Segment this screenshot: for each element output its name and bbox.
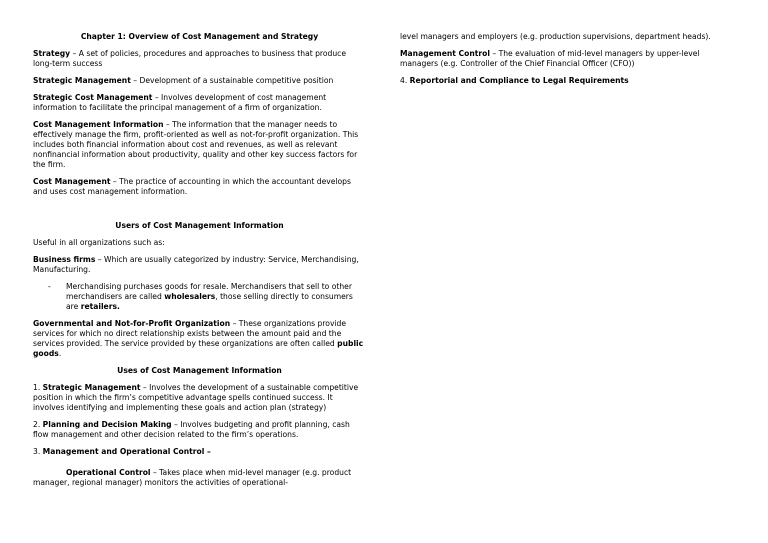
definition-term: Strategic Cost Management <box>33 93 153 102</box>
item-term: Planning and Decision Making <box>42 420 172 429</box>
operational-control-continued: level managers and employers (e.g. production supervisions, department heads). <box>400 32 711 41</box>
definition-strategic-cost-management <box>33 93 366 113</box>
definition-text: A set of policies, procedures and approaches to business that produce long-term success <box>33 49 347 68</box>
item-number: 2. <box>33 420 41 429</box>
definition-strategy <box>33 49 366 69</box>
definition-text: Involves development of cost management information to facilitate the principal management of a firm of organization. <box>33 93 327 112</box>
management-control <box>400 49 730 69</box>
definition-text: The practice of accounting in which the accountant develops and uses cost management information. <box>33 177 351 196</box>
uses-item-2 <box>33 420 366 440</box>
separator: – <box>140 383 150 392</box>
separator: – <box>230 319 239 328</box>
bullet-dash: - <box>48 282 51 291</box>
definition-term: Strategy <box>33 49 71 58</box>
separator: – <box>163 120 173 129</box>
bullet-text <box>66 282 366 312</box>
gov-term: Governmental and Not-for-Profit Organization <box>33 319 231 328</box>
gov-end: . <box>58 349 62 358</box>
spacer <box>33 204 366 221</box>
separator: – <box>152 93 162 102</box>
gov-text: These organizations provide services for which no direct relationship exists between the amount paid and the services provided. The service provided by these organizations are often called <box>33 319 347 348</box>
page-title: Chapter 1: Overview of Cost Management and Strategy <box>80 32 319 41</box>
definition-term: Cost Management Information <box>33 120 164 129</box>
uses-heading: Uses of Cost Management Information <box>117 366 282 375</box>
definition-text: The information that the manager needs to effectively manage the firm, profit-oriented as well as not-for-profit organization. This includes both financial information about cost and revenues, as well as relevant nonfinancial information about productivity, quality and other key success factors for the firm. <box>33 120 359 169</box>
wholesalers-term: wholesalers <box>164 292 216 301</box>
definition-strategic-management <box>33 76 366 86</box>
definition-term: Cost Management <box>33 177 111 186</box>
users-intro: Useful in all organizations such as: <box>33 238 165 247</box>
op-term: Operational Control <box>66 468 151 477</box>
definition-cost-management-information <box>33 120 366 170</box>
mc-text: The evaluation of mid-level managers by upper-level managers (e.g. Controller of the Chief Financial Officer (CFO)) <box>400 49 700 68</box>
users-heading: Users of Cost Management Information <box>115 221 284 230</box>
item-number: 3. <box>33 447 41 456</box>
business-term: Business firms <box>33 255 96 264</box>
uses-item-1 <box>33 383 366 413</box>
retailers-term: retailers. <box>80 302 120 311</box>
item-term: Reportorial and Compliance to Legal Requirements <box>409 76 629 85</box>
op-text: Takes place when mid-level manager (e.g. product manager, regional manager) monitors the activities of operational- <box>33 468 352 487</box>
item-term: Management and Operational Control – <box>42 447 211 456</box>
separator: – <box>150 468 160 477</box>
uses-item-3 <box>33 447 366 457</box>
uses-item-4 <box>400 76 730 86</box>
operational-control <box>33 468 366 488</box>
item-text: Involves budgeting and profit planning, cash flow management and other decision related to the firm’s operations. <box>33 420 350 439</box>
definition-term: Strategic Management <box>33 76 131 85</box>
definition-cost-management <box>33 177 366 197</box>
separator: – <box>95 255 104 264</box>
separator: – <box>70 49 79 58</box>
mc-term: Management Control <box>400 49 490 58</box>
public-goods-term: public goods <box>33 339 364 358</box>
right-column <box>400 32 730 93</box>
item-term: Strategic Management <box>42 383 141 392</box>
business-firms <box>33 255 366 275</box>
separator: – <box>171 420 181 429</box>
separator: – <box>489 49 499 58</box>
left-column <box>33 32 366 495</box>
item-text: Involves the development of a sustainable competitive position in which the firm’s competitive advantage spells continued success. It involves identifying and implementing these goals and action plan (strategy) <box>33 383 359 412</box>
business-text: Which are usually categorized by industry: Service, Merchandising, Manufacturing. <box>33 255 359 274</box>
bullet-text-part: Merchandising purchases goods for resale. Merchandisers that sell to other merchandisers are called <box>66 282 352 301</box>
item-number: 4. <box>400 76 408 85</box>
bullet-item-merchandising <box>33 282 366 312</box>
bullet-text-part: , those selling directly to consumers are <box>66 292 353 311</box>
separator: – <box>130 76 140 85</box>
definition-text: Development of a sustainable competitive position <box>139 76 334 85</box>
item-number: 1. <box>33 383 41 392</box>
separator: – <box>110 177 120 186</box>
governmental-organization <box>33 319 366 359</box>
